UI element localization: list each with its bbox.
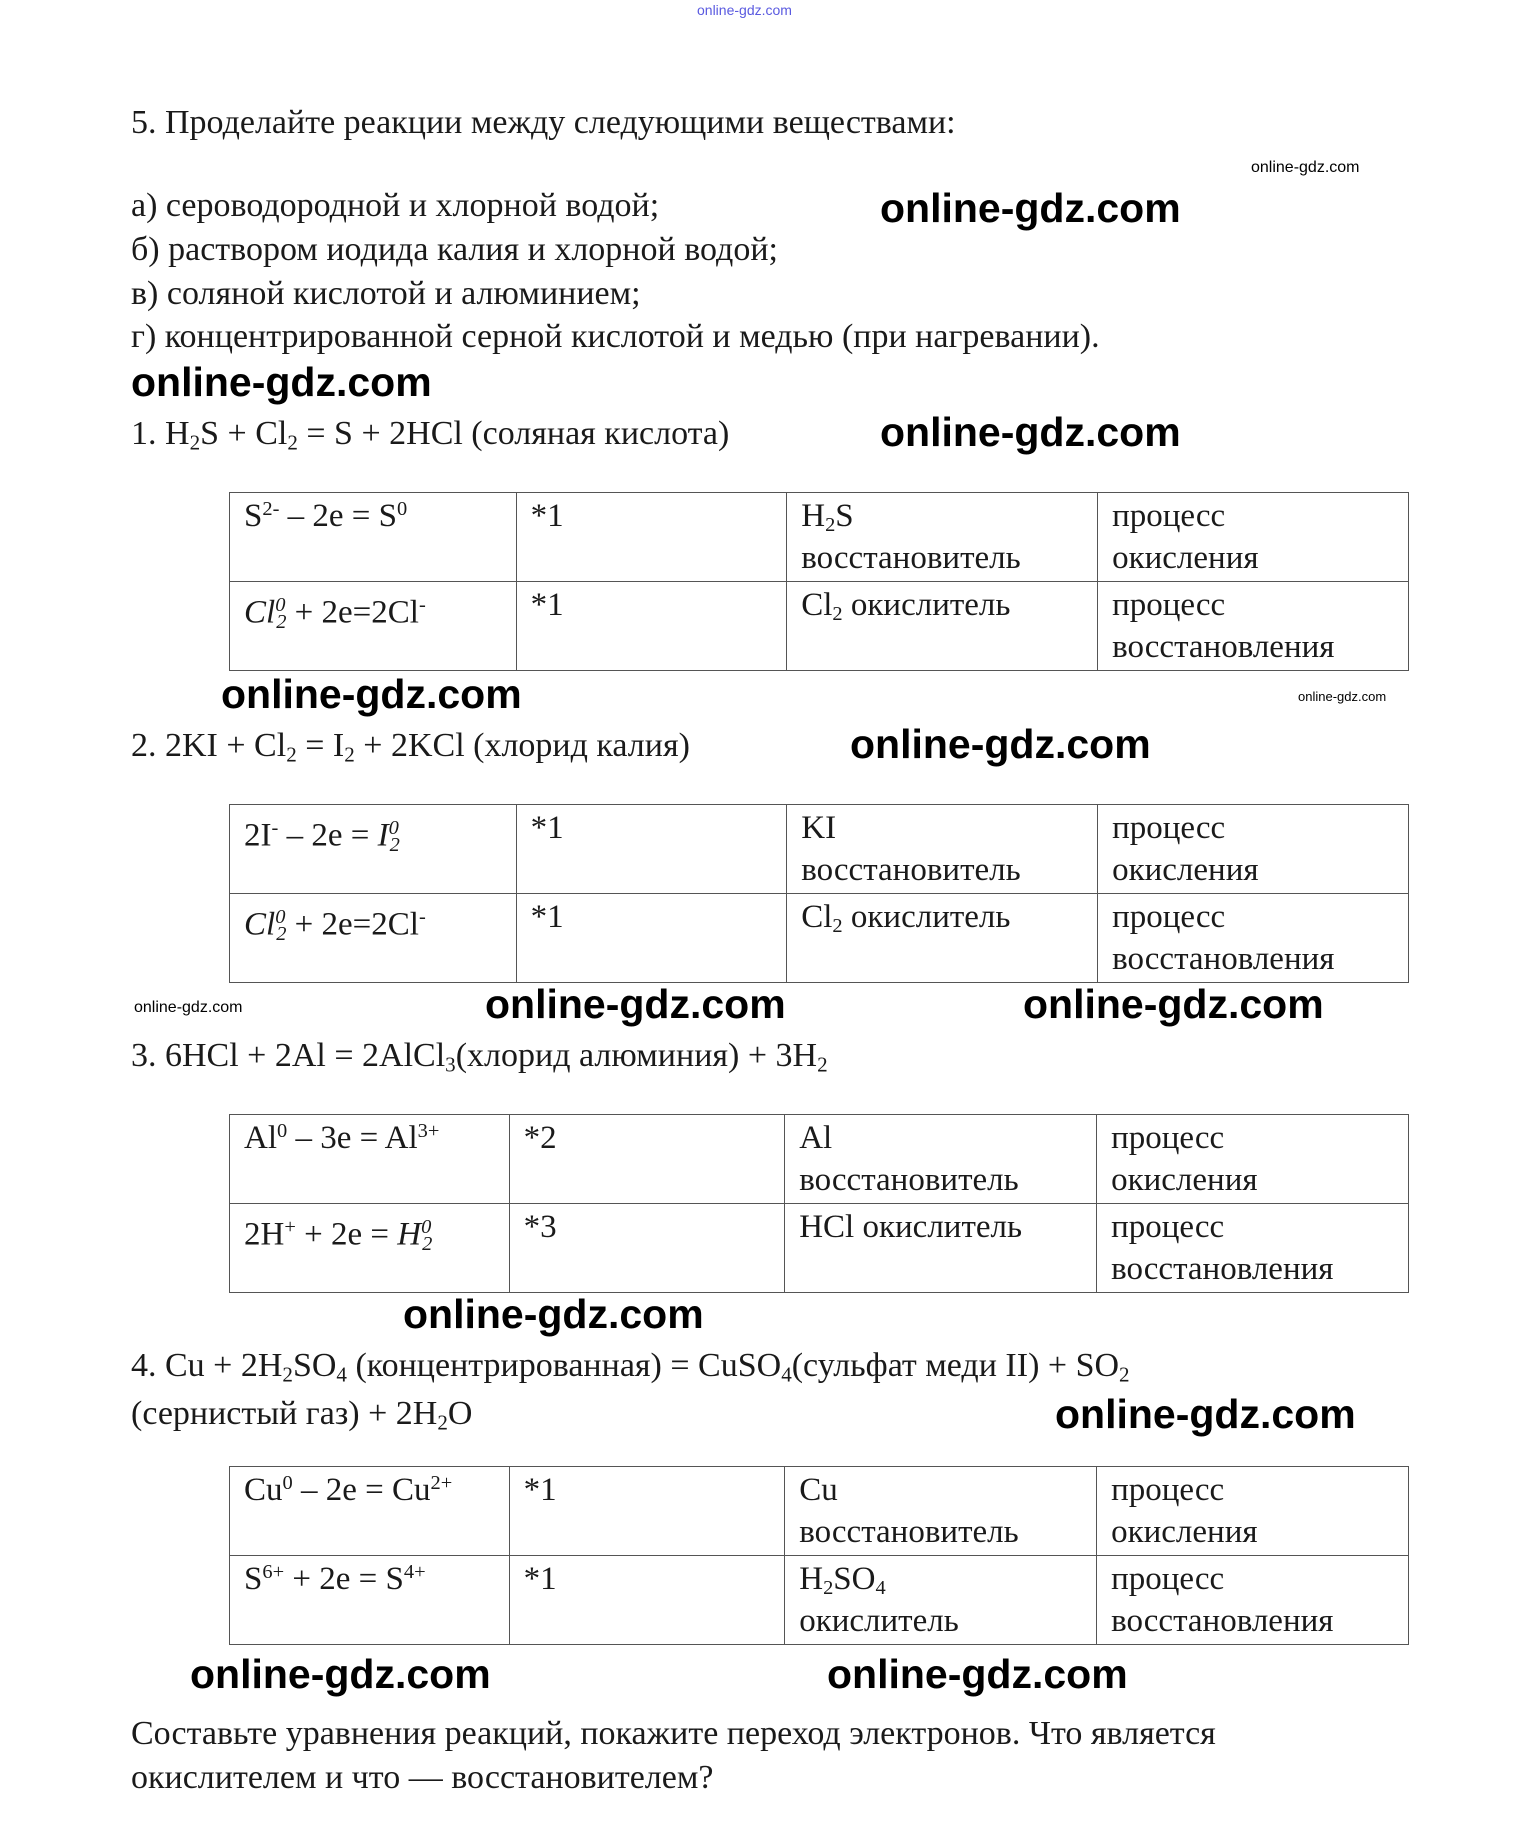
text-run: *1 [530,899,564,935]
role-cell [785,1204,1097,1293]
text-run: + 2e=2Cl [286,594,419,631]
text-run: 2- [262,497,280,520]
text-run: SO [833,1561,876,1597]
text-run: Cl [801,899,833,935]
text-run: HCl окислитель [799,1209,1023,1245]
role-cell [785,1467,1097,1556]
text-run: 2 [817,1052,828,1077]
text-run: Cl [801,587,833,623]
text-run: – 2e = [278,817,378,854]
text-run: процесс [1111,1120,1225,1156]
text-run: 3. 6HCl + 2Al = 2AlCl [131,1037,446,1074]
text-run: O [447,1395,473,1432]
task-question: окислителем и что — восстановителем? [131,1759,714,1796]
watermark: online-gdz.com [131,359,432,405]
watermark: online-gdz.com [880,409,1181,455]
text-run: 2 [437,1410,448,1435]
watermark: online-gdz.com [485,981,786,1027]
electron-balance-table [229,804,1409,983]
half-reaction-cell [230,1467,510,1556]
text-run: окислитель [842,899,1011,935]
watermark: online-gdz.com [827,1651,1128,1697]
text-run: 4 [875,1577,886,1600]
text-run: Al [244,1120,277,1156]
process-cell [1098,805,1409,894]
coefficient-cell [516,582,787,671]
text-run: + [284,1216,296,1238]
table-row [230,805,1409,894]
text-run: восстановитель [799,1514,1019,1550]
text-run: *3 [523,1209,557,1245]
text-run: восстановитель [801,540,1021,576]
watermark: online-gdz.com [697,2,792,18]
text-run: 0 [275,906,286,928]
task-item: в) соляной кислотой и алюминием; [131,275,641,312]
text-run: *1 [530,498,564,534]
text-run: 2 [832,603,843,626]
text-run: 2 [389,834,400,857]
text-run: S [835,498,854,534]
table-row [230,493,1409,582]
coefficient-cell [516,805,787,894]
text-run: 0 [282,1471,293,1494]
text-run: восстановитель [799,1162,1019,1198]
text-run: процесс [1112,498,1226,534]
task-question: Составьте уравнения реакций, покажите переход электронов. Что является [131,1715,1216,1752]
table-row [230,1556,1409,1645]
half-reaction-cell [230,582,517,671]
text-run: 2 [276,611,287,634]
text-run: = S + 2HCl (соляная кислота) [297,415,730,452]
role-cell [785,1556,1097,1645]
watermark: online-gdz.com [850,721,1151,767]
text-run: I [377,817,389,854]
text-run: H [397,1216,422,1253]
text-run: процесс [1112,587,1226,623]
text-run: S [244,1561,263,1597]
text-run: Cu [244,1472,283,1508]
text-run: *2 [523,1120,557,1156]
text-run: (сульфат меди II) + SO [791,1347,1120,1384]
half-reaction-cell [230,1204,510,1293]
text-run: 2 [189,430,201,455]
text-run: *1 [523,1472,557,1508]
table-row [230,894,1409,983]
role-cell [787,894,1098,983]
text-run: 4+ [403,1560,426,1583]
text-run: - [418,906,426,928]
watermark: online-gdz.com [1298,689,1387,704]
text-run: 2. 2KI + Cl [131,727,287,764]
text-run: + 2KCl (хлорид калия) [354,727,690,764]
text-run: восстановитель [801,852,1021,888]
text-run: окислитель [799,1603,959,1639]
coefficient-cell [509,1467,785,1556]
text-run: 0 [277,1119,288,1142]
text-run: 2 [832,915,843,938]
text-run: процесс [1112,899,1226,935]
text-run: 2 [344,742,355,767]
text-run: S + Cl [200,415,288,452]
text-run: Cl [244,906,276,943]
text-run: *1 [530,587,564,623]
text-run: - [418,594,426,616]
text-run: + 2e = S [284,1561,404,1597]
half-reaction-cell [230,1556,510,1645]
text-run: 2 [282,1362,293,1387]
reaction-equation [131,1034,828,1078]
text-run: *1 [523,1561,557,1597]
text-run: (хлорид алюминия) + 3H [455,1037,818,1074]
table-row [230,582,1409,671]
text-run: 2 [1119,1362,1130,1387]
role-cell [787,493,1098,582]
half-reaction-cell [230,1115,510,1204]
watermark: online-gdz.com [221,671,522,717]
text-run: KI [801,810,837,846]
text-run: – 2e = S [279,498,398,534]
half-reaction-cell [230,493,517,582]
text-run: 2 [287,430,298,455]
text-run: S [244,498,263,534]
task-item: а) сероводородной и хлорной водой; [131,187,660,224]
task-item: б) раствором иодида калия и хлорной водой; [131,231,778,268]
text-run: 2 [823,1577,834,1600]
reaction-equation [131,412,729,456]
text-run: - [271,817,279,839]
text-run: восстановления [1111,1603,1334,1639]
watermark: online-gdz.com [1055,1391,1356,1437]
text-run: 1. H [131,415,190,452]
process-cell [1097,1204,1409,1293]
coefficient-cell [509,1115,785,1204]
coefficient-cell [516,894,787,983]
text-run: восстановления [1111,1251,1334,1287]
reaction-equation-continued [131,1392,472,1436]
watermark: online-gdz.com [1251,159,1360,176]
text-run: процесс [1111,1472,1225,1508]
text-run: 2 [286,742,297,767]
text-run: = I [296,727,345,764]
text-run: 3 [445,1052,456,1077]
process-cell [1098,582,1409,671]
text-run: 2 [825,514,836,537]
text-run: – 3e = Al [287,1120,418,1156]
process-cell [1098,894,1409,983]
text-run: (сернистый газ) + 2H [131,1395,438,1432]
process-cell [1097,1115,1409,1204]
table-row [230,1204,1409,1293]
task-item: г) концентрированной серной кислотой и медью (при нагревании). [131,318,1100,355]
text-run: (концентрированная) = CuSO [346,1347,782,1384]
text-run: Cl [244,594,276,631]
text-run: 0 [388,817,399,839]
text-run: H [799,1561,824,1597]
text-run: 4. Cu + 2H [131,1347,283,1384]
text-run: 0 [397,497,408,520]
reaction-equation [131,1344,1130,1388]
text-run: 3+ [417,1119,440,1142]
text-run: 0 [275,594,286,616]
watermark: online-gdz.com [190,1651,491,1697]
watermark: online-gdz.com [403,1291,704,1337]
text-run: 0 [421,1216,432,1238]
text-run: 2+ [430,1471,453,1494]
text-run: H [801,498,826,534]
electron-balance-table [229,1466,1409,1645]
text-run: окислитель [842,587,1011,623]
text-run: + 2e=2Cl [286,906,419,943]
process-cell [1098,493,1409,582]
process-cell [1097,1556,1409,1645]
text-run: Cu [799,1472,838,1508]
text-run: окисления [1111,1162,1258,1198]
task-heading: 5. Проделайте реакции между следующими веществами: [131,104,956,141]
text-run: Al [799,1120,833,1156]
watermark: online-gdz.com [134,999,243,1016]
half-reaction-cell [230,894,517,983]
text-run: 4 [336,1362,347,1387]
role-cell [785,1115,1097,1204]
text-run: 2I [244,817,272,854]
text-run: *1 [530,810,564,846]
text-run: 4 [781,1362,792,1387]
text-run: окисления [1112,540,1259,576]
text-run: 2 [422,1233,433,1256]
text-run: процесс [1112,810,1226,846]
watermark: online-gdz.com [1023,981,1324,1027]
coefficient-cell [509,1556,785,1645]
text-run: процесс [1111,1561,1225,1597]
text-run: окисления [1112,852,1259,888]
text-run: восстановления [1112,941,1335,977]
coefficient-cell [516,493,787,582]
role-cell [787,805,1098,894]
electron-balance-table [229,1114,1409,1293]
electron-balance-table [229,492,1409,671]
role-cell [787,582,1098,671]
text-run: + 2e = [295,1216,398,1253]
table-row [230,1467,1409,1556]
text-run: 2H [244,1216,285,1253]
text-run: 6+ [262,1560,285,1583]
table-row [230,1115,1409,1204]
process-cell [1097,1467,1409,1556]
text-run: 2 [276,923,287,946]
text-run: SO [292,1347,337,1384]
watermark: online-gdz.com [880,185,1181,231]
text-run: процесс [1111,1209,1225,1245]
reaction-equation [131,724,690,768]
text-run: – 2e = Cu [292,1472,431,1508]
half-reaction-cell [230,805,517,894]
coefficient-cell [509,1204,785,1293]
text-run: окисления [1111,1514,1258,1550]
text-run: восстановления [1112,629,1335,665]
